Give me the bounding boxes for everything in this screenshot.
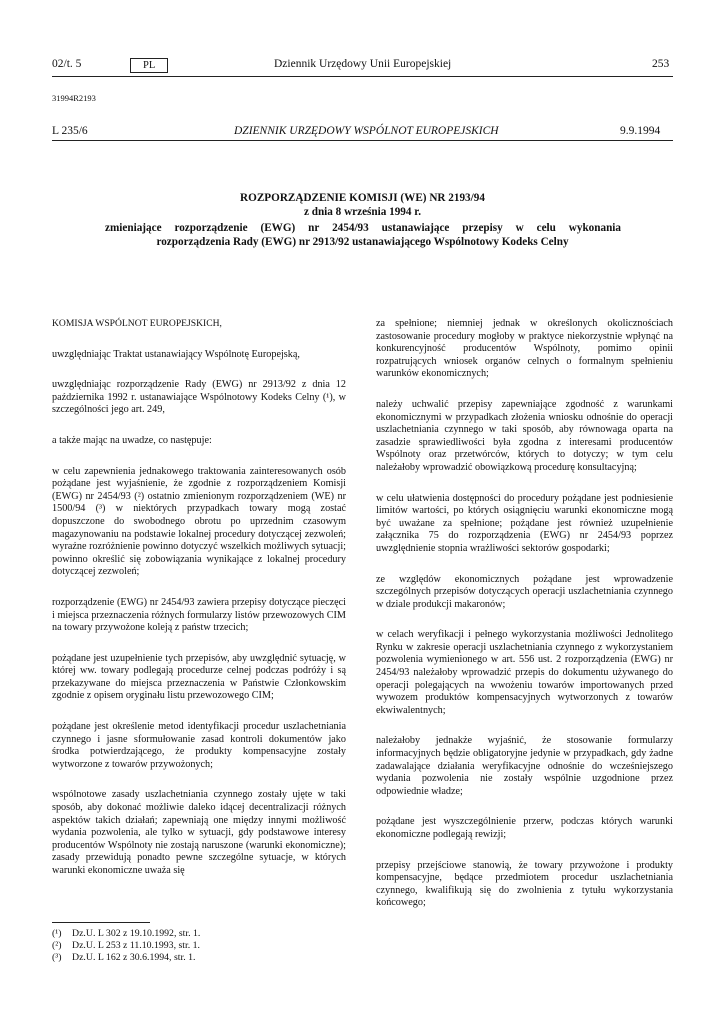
left-column xyxy=(52,318,346,878)
regulation-title: ROZPORZĄDZENIE KOMISJI (WE) NR 2193/94 xyxy=(240,192,485,204)
paragraph: pożądane jest wyszczególnienie przerw, podczas których warunki ekonomiczne podlegają rewizji; xyxy=(376,816,673,840)
footnote-mark: (¹) xyxy=(52,928,62,939)
regulation-subject-2: rozporządzenia Rady (EWG) nr 2913/92 ustanawiającego Wspólnotowy Kodeks Celny xyxy=(156,236,569,248)
paragraph: ze względów ekonomicznych pożądane jest wprowadzenie szczególnych przepisów dotyczących operacji uszlachetniania czynnego w dziale produkcji makaronów; xyxy=(376,573,673,610)
paragraph: za spełnione; niemniej jednak w określonych okolicznościach zastosowanie procedury mogłoby w praktyce niekorzystnie wpłynąć na konkurencyjność producentów Wspólnoty, pomimo opinii rozpatrujących wniosek organów celnych o formalnym spełnieniu warunków ekonomicznych; xyxy=(376,318,673,380)
paragraph: KOMISJA WSPÓLNOT EUROPEJSKICH, xyxy=(52,318,222,329)
header-rule xyxy=(52,76,673,77)
paragraph: wspólnotowe zasady uszlachetniania czynnego zostały ujęte w taki sposób, aby dokonać możliwie daleko idącej decentralizacji różnych aspektów takich działań; zapewniają one między innymi możliwość wydania pozwolenia, ale tylko w sytuacji, gdy podstawowe interesy producentów Wspólnoty nie zostają naruszone (warunki ekonomiczne); zasady przewidują ponadto pewne szczególne sytuacje, w których warunki ekonomiczne uważa się xyxy=(52,789,346,876)
regulation-subject-1: zmieniające rozporządzenie (EWG) nr 2454/93 ustanawiające przepisy w celu wykonania xyxy=(105,222,621,234)
journal-name: Dziennik Urzędowy Unii Europejskiej xyxy=(274,58,452,70)
paragraph: w celach weryfikacji i pełnego wykorzystania możliwości Jednolitego Rynku w zakresie operacji uszlachetniania czynnego z wykorzystaniem pozwolenia wymienionego w art. 556 ust. 2 rozporządzenia (EWG) nr 2454/93 należałoby wprowadzić przepis do dokumentu używanego do operacji polegających na wwożeniu towarów importowanych przed wywozem produktów kompensacyjnych wytworzonych z towarów ekwiwalentnych; xyxy=(376,629,673,716)
paragraph: w celu ułatwienia dostępności do procedury pożądane jest podniesienie limitów wartości, po których osiągnięciu warunki ekonomiczne mogą być uważane za spełnione; pożądane jest również uzupełnienie załącznika 75 do rozporządzenia (EWG) nr 2454/93 poprzez uwzględnienie stopnia wrażliwości sektorów gospodarki; xyxy=(376,492,673,554)
paragraph: należy uchwalić przepisy zapewniające zgodność z warunkami ekonomicznymi w przypadkach złożenia wniosku odnośnie do operacji uszlachetniania czynnego w taki sposób, aby równowaga oparta na zasadzie sprawiedliwości była zgodna z interesami producentów Wspólnoty oraz przetwórców, których to dotyczy; w tym celu należałoby wprowadzić obowiązkową procedurę konsultacyjną; xyxy=(376,398,673,473)
oj-reference: L 235/6 xyxy=(52,125,88,137)
right-column xyxy=(376,318,673,910)
paragraph: uwzględniając Traktat ustanawiający Wspólnotę Europejską, xyxy=(52,348,300,360)
footnote xyxy=(52,928,346,940)
paragraph: pożądane jest określenie metod identyfikacji procedur uszlachetniania czynnego i jasne sformułowanie zasad kontroli dokumentów jako środka potwierdzającego, że produkty kompensacyjne zostały wytworzone z towarów przywożonych; xyxy=(52,721,346,770)
footnote-mark: (³) xyxy=(52,951,62,963)
oj-date: 9.9.1994 xyxy=(620,125,661,137)
page-number: 253 xyxy=(652,58,670,70)
footnote-text: Dz.U. L 162 z 30.6.1994, str. 1. xyxy=(72,951,196,963)
paragraph: pożądane jest uzupełnienie tych przepisów, aby uwzględnić sytuację, w której ww. towary podlegają procedurze celnej podczas podróży i są przekazywane do miejsca przeznaczenia w Państwie Członkowskim zgodnie z opisem oryginału listu przewozowego CIM; xyxy=(52,652,346,702)
paragraph: w celu zapewnienia jednakowego traktowania zainteresowanych osób pożądane jest wyjaśnienie, że zgodnie z rozporządzeniem Komisji (EWG) nr 2454/93 (²) ostatnio zmienionym rozporządzeniem (WE) nr 1500/94 (³) w niektórych przypadkach towary mogą zostać dopuszczone do swobodnego obrotu po uprzednim czasowym magazynowaniu na podstawie lokalnej procedury dotyczącej zezwoleń; wyraźne rozróżnienie powinno dotyczyć wszelkich możliwych sytuacji; powinno określić się zobowiązania wynikające z lokalnej procedury dotyczącej zezwoleń; xyxy=(52,465,346,578)
footnote-text: Dz.U. L 253 z 11.10.1993, str. 1. xyxy=(72,939,200,951)
oj-title: DZIENNIK URZĘDOWY WSPÓLNOT EUROPEJSKICH xyxy=(234,125,499,137)
footnote xyxy=(52,940,346,952)
paragraph: rozporządzenie (EWG) nr 2454/93 zawiera przepisy dotyczące pieczęci i miejsca przeznaczenia różnych formularzy listów przewozowych CIM na towary przywożone koleją z państw trzecich; xyxy=(52,596,346,634)
footnote-mark: (²) xyxy=(52,939,62,951)
paragraph: należałoby jednakże wyjaśnić, że stosowanie formularzy informacyjnych będzie obligatoryjne jedynie w przypadkach, gdy żadne zadawalające działania weryfikacyjne odnośnie do wcześniejszego wydania pozwolenia nie zostały wspólnie uzgodnione przez odpowiednie władze; xyxy=(376,735,673,797)
paragraph: uwzględniając rozporządzenie Rady (EWG) nr 2913/92 z dnia 12 października 1992 r. ustanawiające Wspólnotowy Kodeks Celny (¹), w szczególności jego art. 249, xyxy=(52,379,346,416)
footnote xyxy=(52,952,346,964)
paragraph: przepisy przejściowe stanowią, że towary przywożone i produkty kompensacyjne, będące przedmiotem procedur uszlachetniania czynnego, kwalifikują się do zwolnienia z tytułu wykorzystania końcowego; xyxy=(376,859,673,909)
celex-number: 31994R2193 xyxy=(52,93,96,103)
footnote-rule xyxy=(52,922,150,923)
regulation-date: z dnia 8 września 1994 r. xyxy=(303,206,422,218)
oj-rule xyxy=(52,140,673,141)
paragraph: a także mając na uwadze, co następuje: xyxy=(52,434,212,446)
language-badge: PL xyxy=(130,58,168,73)
issue-number: 02/t. 5 xyxy=(52,58,82,70)
footnote-text: Dz.U. L 302 z 19.10.1992, str. 1. xyxy=(72,928,201,939)
footnotes xyxy=(52,928,346,963)
